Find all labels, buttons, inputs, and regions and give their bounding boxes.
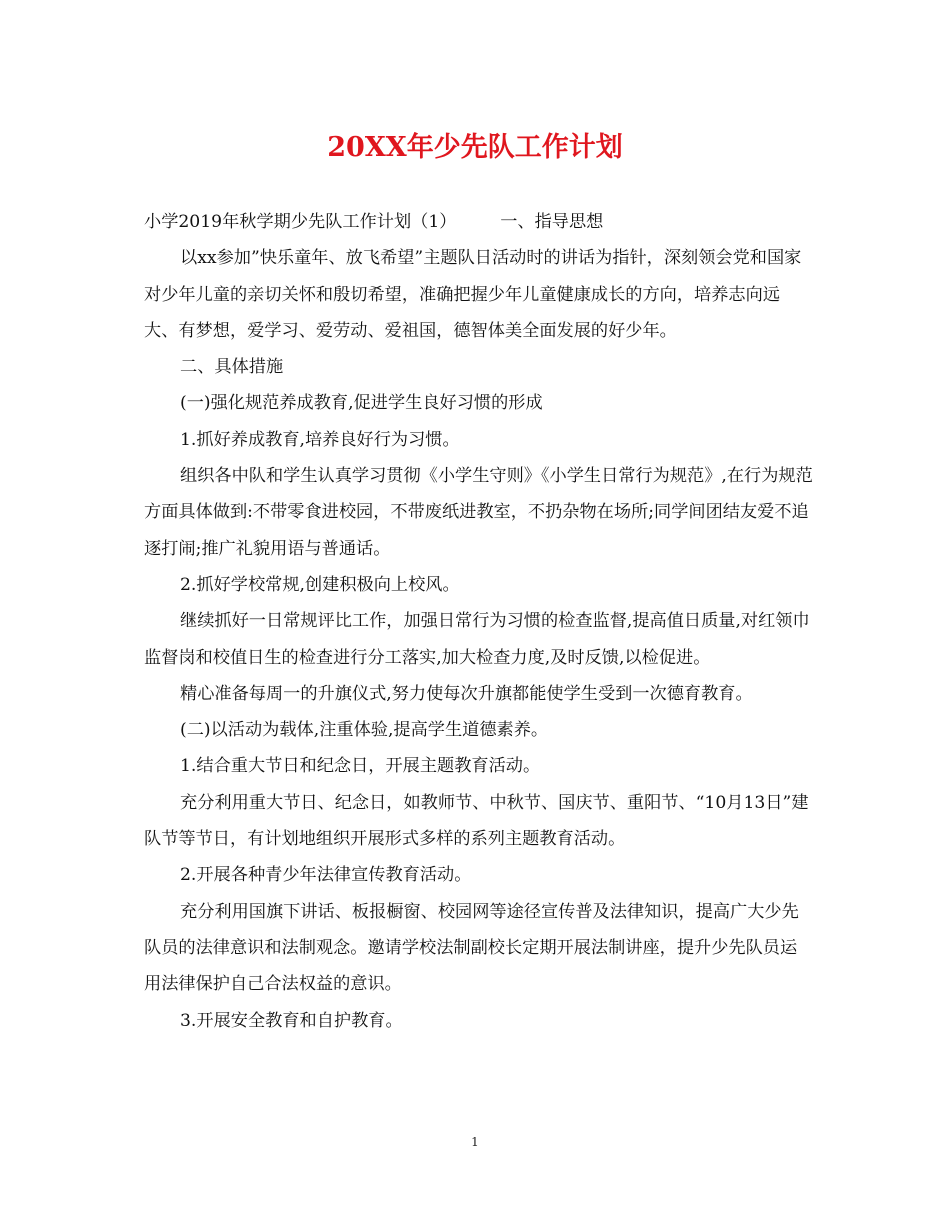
section-heading-measures: 二、具体措施 <box>180 357 284 378</box>
paragraph-9: 精心准备每周一的升旗仪式,努力使每次升旗都能使学生受到一次德育教育。 <box>180 683 753 704</box>
paragraph-14: 充分利用国旗下讲话、板报橱窗、校园网等途径宣传普及法律知识，提高广大少先队员的法律意识和法制观念。邀请学校法制副校长定期开展法制讲座，提升少先队员运用法律保护自己合法权益的意识。 <box>144 901 799 995</box>
paragraph-12: 充分利用重大节日、纪念日，如教师节、中秋节、国庆节、重阳节、“10月13日”建队节等节日，有计划地组织开展形式多样的系列主题教育活动。 <box>144 792 809 850</box>
paragraph-15: 3.开展安全教育和自护教育。 <box>180 1010 403 1031</box>
document-body <box>144 204 814 1039</box>
page-number: 1 <box>471 1135 479 1149</box>
paragraph-7: 2.抓好学校常规,创建积极向上校风。 <box>180 574 460 595</box>
paragraph-10: (二)以活动为载体,注重体验,提高学生道德素养。 <box>180 720 549 741</box>
paragraph-8: 继续抓好一日常规评比工作，加强日常行为习惯的检查监督,提高值日质量,对红领巾监督岗和校值日生的检查进行分工落实,加大检查力度,及时反馈,以检促进。 <box>144 611 810 668</box>
paragraph-4: (一)强化规范养成教育,促进学生良好习惯的形成 <box>180 393 543 414</box>
paragraph-5: 1.抓好养成教育,培养良好行为习惯。 <box>180 429 460 450</box>
paragraph-13: 2.开展各种青少年法律宣传教育活动。 <box>180 865 472 886</box>
paragraph-2: 以xx参加”快乐童年、放飞希望”主题队日活动时的讲话为指针，深刻领会党和国家对少年儿童的亲切关怀和殷切希望，准确把握少年儿童健康成长的方向，培养志向远大、有梦想，爱学习、爱劳动、爱祖国，德智体美全面发展的好少年。 <box>144 248 802 341</box>
document-title: 20XX年少先队工作计划 <box>327 132 623 163</box>
paragraph-6: 组织各中队和学生认真学习贯彻《小学生守则》《小学生日常行为规范》,在行为规范方面具体做到:不带零食进校园，不带废纸进教室，不扔杂物在场所;同学间团结友爱不追逐打闹;推广礼貌用语与普通话。 <box>144 466 813 559</box>
paragraph-1: 小学2019年秋学期少先队工作计划（1） 一、指导思想 <box>144 212 604 232</box>
paragraph-11: 1.结合重大节日和纪念日，开展主题教育活动。 <box>180 756 541 777</box>
